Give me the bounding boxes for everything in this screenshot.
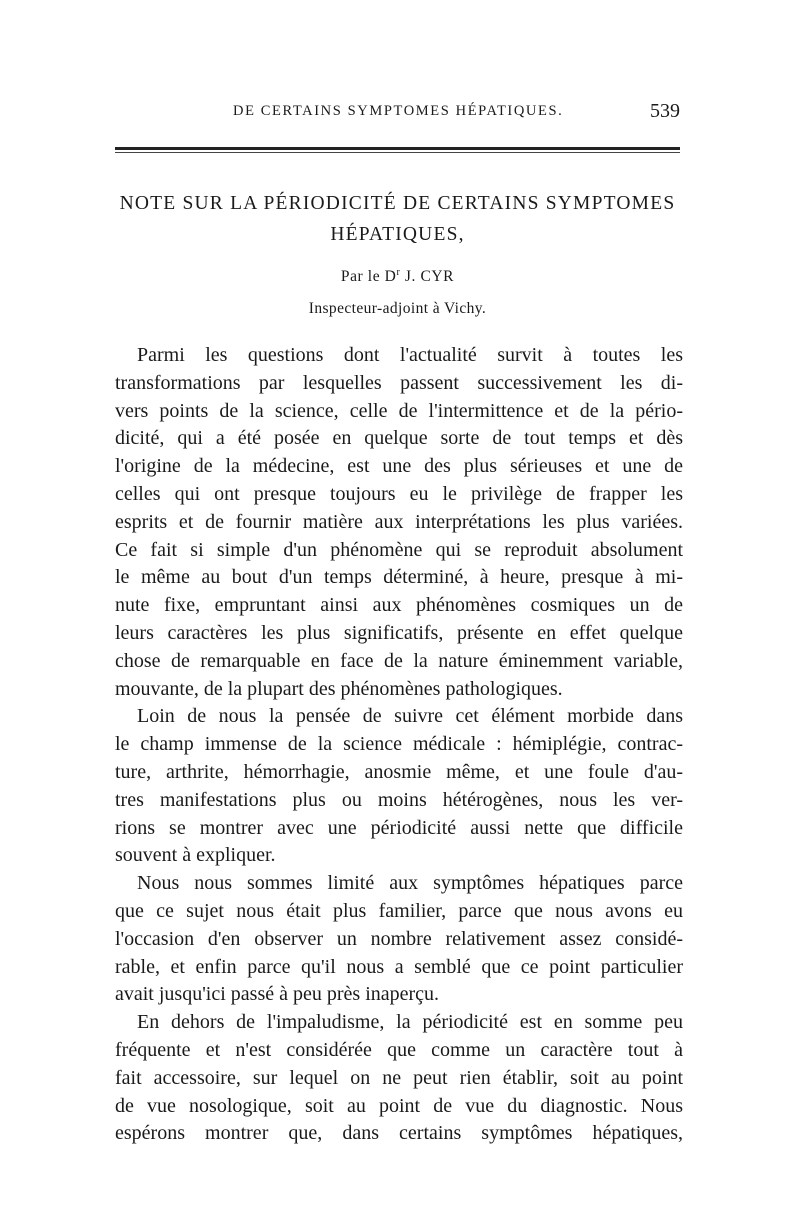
- text-line: espérons montrer que, dans certains symptômes hépatiques,: [115, 1122, 683, 1145]
- text-line: dicité, qui a été posée en quelque sorte de tout temps et dès: [115, 427, 683, 450]
- article-title-line-2: HÉPATIQUES,: [330, 224, 465, 245]
- text-line: l'origine de la médecine, est une des plus sérieuses et une de: [115, 455, 683, 478]
- header-rule: [115, 147, 680, 150]
- text-line: esprits et de fournir matière aux interprétations les plus variées.: [115, 510, 683, 533]
- text-line: avait jusqu'ici passé à peu près inaperçu.: [115, 983, 440, 1006]
- text-line: Loin de nous la pensée de suivre cet élément morbide dans: [137, 705, 683, 728]
- running-head: [115, 100, 685, 124]
- text-line: le même au bout d'un temps déterminé, à heure, presque à mi-: [115, 566, 683, 589]
- text-line: En dehors de l'impaludisme, la périodicité est en somme peu: [137, 1011, 683, 1034]
- text-line: mouvante, de la plupart des phénomènes pathologiques.: [115, 677, 563, 700]
- article-title-line-1: NOTE SUR LA PÉRIODICITÉ DE CERTAINS SYMPTOMES: [119, 193, 676, 214]
- header-rule-thin: [115, 152, 680, 153]
- text-line: Nous nous sommes limité aux symptômes hépatiques parce: [137, 872, 683, 895]
- text-line: l'occasion d'en observer un nombre relativement assez considé-: [115, 927, 683, 950]
- text-line: rions se montrer avec une périodicité aussi nette que difficile: [115, 816, 683, 839]
- text-line: fréquente et n'est considérée que comme un caractère tout à: [115, 1038, 683, 1061]
- article-title: [110, 188, 685, 250]
- byline-superscript: r: [396, 267, 401, 278]
- text-line: chose de remarquable en face de la nature éminemment variable,: [115, 649, 683, 672]
- author-name: J. CYR: [400, 268, 455, 286]
- running-title: DE CERTAINS SYMPTOMES HÉPATIQUES.: [233, 103, 564, 119]
- text-line: celles qui ont presque toujours eu le privilège de frapper les: [115, 482, 683, 505]
- text-line: leurs caractères les plus significatifs, présente en effet quelque: [115, 621, 683, 644]
- page-number: 539: [650, 100, 680, 122]
- text-line: vers points de la science, celle de l'intermittence et de la pério-: [115, 399, 683, 422]
- text-line: le champ immense de la science médicale : hémiplégie, contrac-: [115, 733, 683, 756]
- author-byline: [110, 267, 685, 286]
- text-line: rable, et enfin parce qu'il nous a semblé que ce point particulier: [115, 955, 683, 978]
- byline-prefix: Par le D: [340, 268, 397, 286]
- text-line: fait accessoire, sur lequel on ne peut rien établir, soit au point: [115, 1066, 683, 1089]
- text-line: tres manifestations plus ou moins hétérogènes, nous les ver-: [115, 788, 683, 811]
- text-line: Ce fait si simple d'un phénomène qui se reproduit absolument: [115, 538, 683, 561]
- text-line: Parmi les questions dont l'actualité survit à toutes les: [137, 344, 683, 366]
- author-affiliation: Inspecteur-adjoint à Vichy.: [308, 300, 487, 317]
- text-line: nute fixe, empruntant ainsi aux phénomènes cosmiques un de: [115, 594, 683, 617]
- body-text: [115, 342, 683, 1148]
- text-line: souvent à expliquer.: [115, 844, 276, 867]
- text-line: que ce sujet nous était plus familier, parce que nous avons eu: [115, 899, 683, 922]
- text-line: ture, arthrite, hémorrhagie, anosmie même, et une foule d'au-: [115, 760, 683, 783]
- text-line: de vue nosologique, soit au point de vue du diagnostic. Nous: [115, 1094, 683, 1117]
- text-line: transformations par lesquelles passent successivement les di-: [115, 371, 683, 394]
